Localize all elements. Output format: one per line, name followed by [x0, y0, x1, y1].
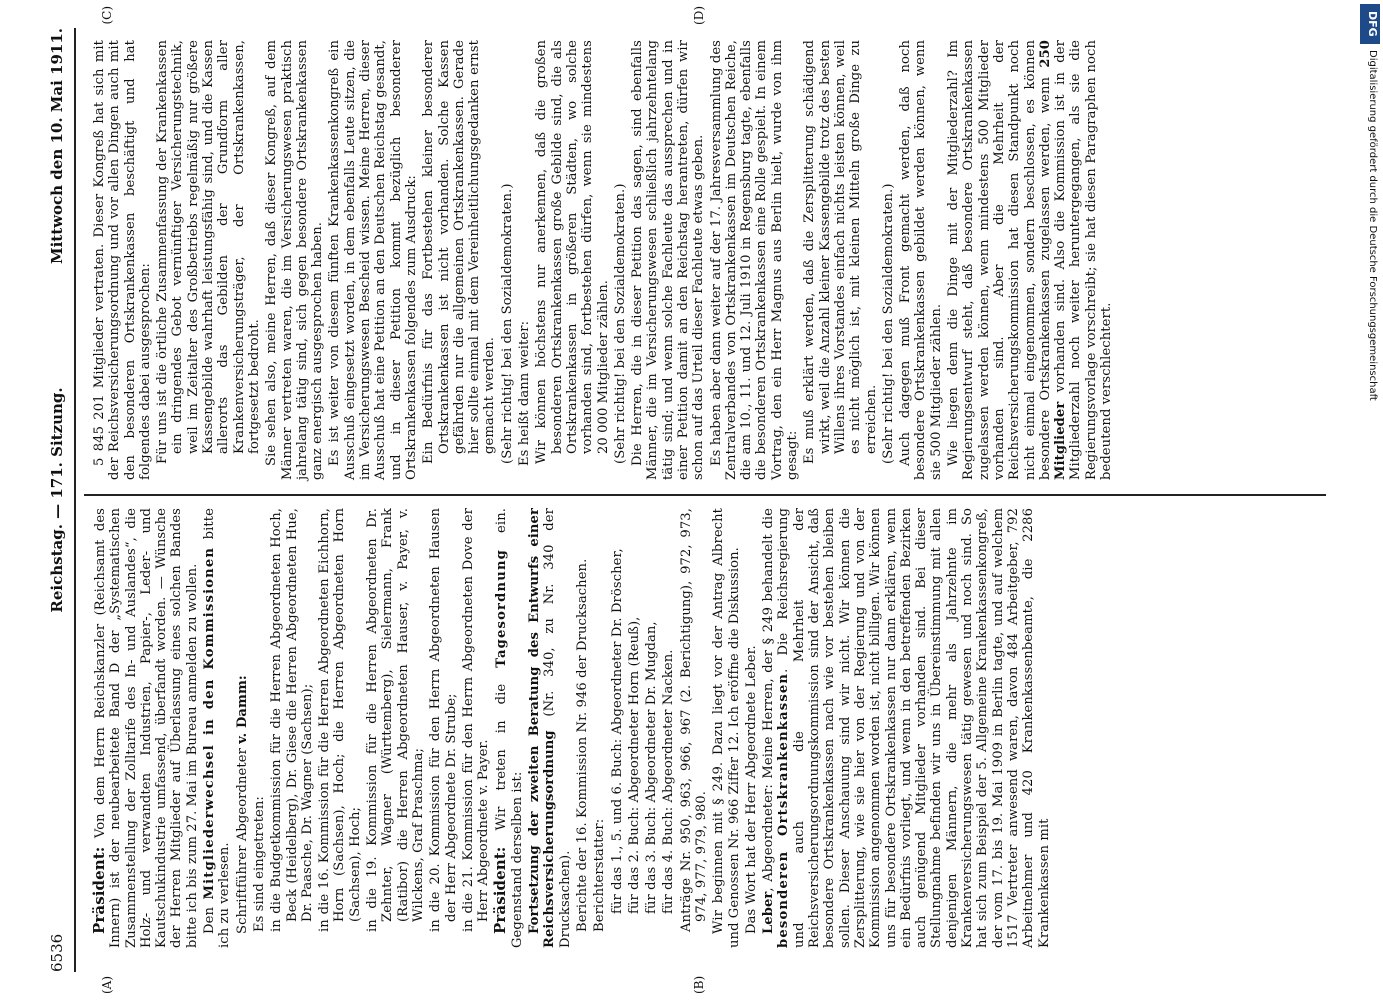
newspaper-page	[22, 0, 1362, 1000]
paragraph: Leber, Abgeordneter: Meine Herren, der § 249 behandelt die besonderen Ortskrankenkassen. Die Reichsregierung und auch die Mehrheit der Reichsversicherungsordnungskommission sind der Ansicht, daß besondere Ortskrankenkassen nach wie vor bestehen bleiben sollen. Dieser Anschauung sind wir nicht. Wir können die Zersplitterung, wie sie hier von der Regierung und von der Kommission angenommen worden ist, nicht billigen. Wir können uns für besondere Ortskrankenkassen nur dann erklären, wenn ein Bedürfnis vorliegt, und wenn in den betreffenden Bezirken auch genügend Mitglieder vorhanden sind. Bei dieser Stellungnahme befinden wir uns in Übereinstimmung mit allen denjenigen Männern, die mehr als Jahrzehnte im Krankenversicherungswesen tätig gewesen und noch sind. So hat sich zum Beispiel der 5. Allgemeine Krankenkassenkongreß, der vom 17. bis 19. Mai 1909 in Berlin tagte, und auf welchem 1517 Vertreter anwesend waren, davon 484 Arbeitgeber, 792 Arbeitnehmer und 420 Krankenkassenbeamte, die 2286 Krankenkassen mit	[760, 508, 1052, 948]
paragraph: Wir können höchstens nur anerkennen, daß die großen besonderen Ortskrankenkassen große Gebilde sind, die als Ortskrankenkassen in größeren Städten, wo solche vorhanden sind, fortbestehen dürfen, wenn sie mindestens 20 000 Mitglieder zählen.	[533, 40, 610, 464]
dfg-logo: DFG	[1360, 4, 1380, 44]
paragraph: Wir beginnen mit § 249. Dazu liegt vor der Antrag Albrecht und Genossen Nr. 966 Ziffer 12. Ich eröffne die Diskussion.	[710, 508, 742, 948]
paragraph: Das Wort hat der Herr Abgeordnete Leber.	[743, 645, 759, 934]
paragraph: Für uns ist die örtliche Zusammenfassung der Krankenkassen ein dringendes Gebot vernünftiger Versicherungstechnik, weil im Zeitalter des Großbetriebs regelmäßig nur größere Kassengebilde wahrhaft leistungsfähig sind, und die Kassen allerorts das Gebilden der Grundform aller Krankenversicherungsträger, der Ortskrankenkassen, fortgesetzt bedroht.	[154, 40, 262, 464]
paragraph: Auch dagegen muß Front gemacht werden, daß noch besondere Ortskrankenkassen gebildet werden können, wenn sie 500 Mitglieder zählen.	[897, 40, 944, 480]
right-text-column	[92, 40, 1116, 480]
paragraph: Ein Bedürfnis für das Fortbestehen kleiner besonderer Ortskrankenkassen ist nicht vorhanden. Solche Kassen gefährden nur die allgemeinen Ortskrankenkassen. Gerade hier sollte einmal mit dem Vereinheitlichungsgedanken ernst gemacht werden.	[420, 40, 497, 464]
paragraph: Schriftführer Abgeordneter v. Damm:	[234, 675, 250, 934]
paragraph: für das 2. Buch: Abgeordneter Horn (Reuß),	[626, 616, 642, 914]
paragraph: Berichte der 16. Kommission Nr. 946 der Drucksachen.	[574, 558, 590, 932]
paragraph: in die Budgetkommission für die Herren Abgeordneten Hoch, Beck (Heidelberg), Dr. Giese die Herren Abgeordneten Hue, Dr. Paasche, Dr. Wagner (Sachsen);	[268, 508, 315, 932]
paragraph: für das 1., 5. und 6. Buch: Abgeordneter Dr. Dröscher,	[609, 548, 624, 914]
dfg-credit: Digitalisierung gefördert durch die Deutsche Forschungsgemeinschaft	[1367, 50, 1378, 401]
paragraph: in die 20. Kommission für den Herrn Abgeordneten Hausen der Herr Abgeordnete Dr. Strube;	[427, 508, 459, 932]
paragraph: Es muß erklärt werden, daß die Zersplitterung schädigend wirkt, weil die Anzahl kleiner Kassengebilde trotz des besten Willens ihres Vorstandes einfach nichts leisten können, weil es nicht möglich ist, mit kleinen Mitteln große Dinge zu erreichen.	[801, 40, 879, 464]
paragraph: Anträge Nr. 950, 963, 966, 967 (2. Berichtigung), 972, 973, 974, 977, 979, 980.	[678, 508, 709, 932]
margin-mark-b: (B)	[691, 975, 706, 994]
column-divider	[84, 494, 1326, 496]
paragraph: Fortsetzung der zweiten Beratung des Entwurfs einer Reichsversicherungsordnung (Nr. 340, zu Nr. 340 der Drucksachen).	[526, 508, 573, 948]
paragraph: Die Herren, die in dieser Petition das sagen, sind ebenfalls Männer, die im Versicherungswesen schließlich jahrzehntelang tätig sind; und wenn solche Fachleute das aussprechen und in einer Petition damit an den Reichstag herantreten, dürfen wir schon auf das Urteil dieser Fachleute etwas geben.	[629, 40, 706, 480]
paragraph: in die 16. Kommission für die Herren Abgeordneten Eichhorn, Horn (Sachsen), Hoch; die Herren Abgeordneten Horn (Sachsen), Hoch;	[316, 508, 363, 932]
page-number: 6536	[47, 933, 66, 972]
paragraph: 5 845 201 Mitglieder vertraten. Dieser Kongreß hat sich mit der Reichsversicherungsordnung und vor allen Dingen auch mit den besonderen Ortskrankenkassen beschäftigt und hat folgendes dabei ausgesprochen:	[91, 40, 153, 480]
paragraph: Es ist weiter von diesem fünften Krankenkassenkongreß ein Ausschuß eingesetzt worden, in dem ebenfalls Leute sitzen, die im Versicherungswesen Bescheid wissen. Meine Herren, dieser Ausschuß hat eine Petition an den Deutschen Reichstag gesandt, und in dieser Petition kommt bezüglich besonderer Ortskrankenkassen folgendes zum Ausdruck:	[326, 40, 419, 480]
session-title: Reichstag. — 171. Sitzung.	[47, 387, 66, 613]
paragraph: (Sehr richtig! bei den Sozialdemokraten.)	[612, 183, 628, 464]
paragraph: Präsident: Wir treten in die Tagesordnung ein. Gegenstand derselben ist:	[490, 508, 525, 948]
paragraph: in die 21. Kommission für den Herrn Abgeordneten Dove der Herr Abgeordnete v. Payer.	[460, 508, 491, 932]
left-text-column	[89, 508, 1054, 948]
paragraph: (Sehr richtig! bei den Sozialdemokraten.)	[880, 183, 896, 464]
margin-mark-c: (C)	[99, 6, 114, 25]
paragraph: für das 3. Buch: Abgeordneter Dr. Mugdan,	[643, 621, 659, 914]
paragraph: Berichterstatter:	[591, 818, 607, 932]
paragraph: Es sind eingetreten:	[251, 796, 267, 932]
paragraph: für das 4. Buch: Abgeordneter Nacken.	[660, 649, 676, 914]
margin-mark-a: (A)	[99, 975, 114, 994]
paragraph: Sie sehen also, meine Herren, daß dieser Kongreß, auf dem Männer vertreten waren, die im Versicherungswesen praktisch jahrelang tätig sind, sich gegen besondere Ortskrankenkassen ganz energisch ausgesprochen haben.	[263, 40, 325, 480]
paragraph: in die 19. Kommission für die Herren Abgeordneten Dr. Zehnter, Wagner (Württemberg), Sielermann, Frank (Ratibor) die Herren Abgeordneten Hauser, v. Payer, v. Wilckens, Graf Praschma;	[364, 508, 426, 932]
paragraph: Wie liegen denn die Dinge mit der Mitgliederzahl? Im Regierungsentwurf steht, daß besondere Ortskrankenkassen zugelassen werden können, wenn mindestens 500 Mitglieder vorhanden sind. Aber die Mehrheit der Reichsversicherungskommission hat diesen Standpunkt noch nicht einmal eingenommen, sondern beschlossen, es können besondere Ortskrankenkassen zugelassen werden, wenn 250 Mitglieder vorhanden sind. Also die Kommission ist in der Mitgliederzahl noch weiter heruntergegangen, als sie die Regierungsvorlage vorschreibt; sie hat diesen Paragraphen noch bedeutend verschlechtert.	[945, 40, 1114, 480]
header-rule	[74, 28, 76, 972]
margin-mark-d: (D)	[691, 6, 706, 25]
paragraph: Es heißt dann weiter:	[516, 320, 532, 466]
session-date: Mittwoch den 10. Mai 1911.	[47, 28, 66, 265]
paragraph: Es haben aber dann weiter auf der 17. Jahresversammlung des Zentralverbandes von Ortskrankenkassen im Deutschen Reiche, die am 10., 11. und 12. Juli 1910 in Regensburg tagte, ebenfalls die besonderen Ortskrankenkassen eine Rolle gespielt. In einem Vortrag, den ein Herr Magnus aus Berlin hielt, wurde von ihm gesagt:	[708, 40, 800, 480]
running-header	[48, 28, 70, 972]
paragraph: Den Mitgliederwechsel in den Kommissionen bitte ich zu verlesen.	[201, 508, 232, 948]
paragraph: (Sehr richtig! bei den Sozialdemokraten.)	[499, 183, 515, 464]
paragraph: Präsident: Von dem Herrn Reichskanzler (Reichsamt des Innern) ist der neubearbeitete Band D der „Systematischen Zusammenstellung der Zolltarife des In- und Auslandes“, die Holz- und verwandten Industrien, Papier-, Leder- und Kautschukindustrie umfassend, überfandt worden. — Wünsche der Herren Mitglieder auf Überlassung eines solchen Bandes bitte ich bis zum 27. Mai im Bureau anmelden zu wollen.	[89, 508, 200, 948]
